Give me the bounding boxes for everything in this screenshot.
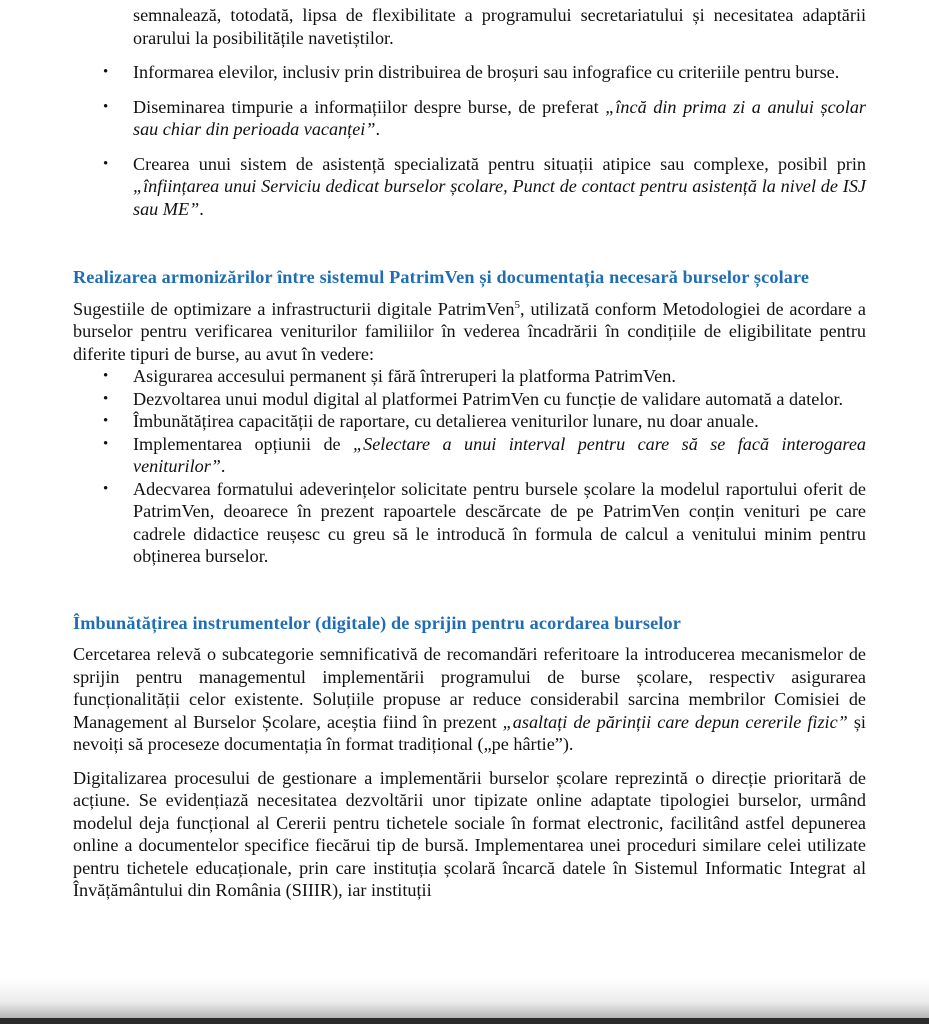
section-heading-patrimven: Realizarea armonizărilor între sistemul PatrimVen și documentația necesară burselor școlare (73, 267, 810, 287)
list-item (73, 478, 866, 568)
list-item-text: Diseminarea timpurie a informațiilor despre burse, de preferat (133, 96, 606, 117)
patrimven-suggestions-list (73, 365, 866, 568)
document-content (73, 4, 866, 902)
list-item-text: Implementarea opțiunii de (133, 433, 354, 454)
quote-text: „încă din prima zi a anului școlar sau chiar din perioada vacanței” (133, 96, 866, 139)
list-item-text: Dezvoltarea unui modul digital al platformei PatrimVen cu funcție de validare automată a datelor. (133, 388, 844, 409)
bullet-icon: • (103, 435, 109, 452)
list-item (73, 365, 866, 388)
paragraph-text-end: și nevoiți să proceseze documentația în format tradițional („pe hârtie”). (73, 711, 866, 754)
bullet-icon: • (103, 98, 109, 115)
section-heading-digital-tools: Îmbunătățirea instrumentelor (digitale) de sprijin pentru acordarea burselor (73, 612, 682, 633)
paragraph-text: Sugestiile de optimizare a infrastructurii digitale PatrimVen (73, 298, 515, 319)
recommendations-list (73, 61, 866, 220)
paragraph-text-end: , utilizată conform Metodologiei de acordare a burselor pentru verificarea veniturilor familiilor în vederea încadrării în condițiile de eligibilitate pentru diferite tipuri de burse, au avut în vedere: (73, 298, 866, 364)
list-item-text-end: . (375, 119, 381, 139)
intro-continuation: semnalează, totodată, lipsa de flexibilitate a programului secretariatului și necesitatea adaptării orarului la posibilitățile navetiștilor. (133, 5, 866, 48)
bullet-icon: • (103, 368, 109, 384)
list-item-text: Adecvarea formatului adeverințelor solicitate pentru bursele școlare la modelul raportului oferit de PatrimVen, deoarece în prezent rapoartele descărcate de pe PatrimVen conțin venituri pe care cadrele didactice reușesc cu greu să le introducă în formula de calcul a venitului minim pentru obținerea burselor. (133, 478, 866, 566)
list-item (73, 410, 866, 433)
list-item (73, 61, 866, 84)
quote-text: „asaltați de părinții care depun cererile fizic” (502, 711, 848, 732)
bullet-icon: • (103, 64, 109, 80)
section2-paragraph-2: Digitalizarea procesului de gestionare a implementării burselor școlare reprezintă o direcție prioritară de acțiune. Se evidențiază necesitatea dezvoltării unor tipizate online adaptate tipologiei burselor, urmând modelul deja funcțional al Cererii pentru tichetele sociale în format electronic, facilitând astfel depunerea online a documentelor specifice fiecărui tip de bursă. Implementarea unei proceduri similare celei utilizate pentru tichetele educaționale, prin care instituția școlară încarcă datele în Sistemul Informatic Integrat al Învățământului din România (SIIIR), iar instituții (73, 767, 866, 900)
footnote-reference[interactable]: 5 (514, 298, 520, 311)
list-item-text-end: . (199, 198, 204, 219)
list-item (73, 153, 866, 221)
bullet-icon: • (103, 480, 109, 497)
section1-paragraph (73, 298, 866, 366)
quote-text: „Selectare a unui interval pentru care să se facă interogarea veniturilor” (133, 433, 866, 476)
list-item-text-end: . (220, 456, 226, 476)
list-item-text: Asigurarea accesului permanent și fără întreruperi la platforma PatrimVen. (133, 366, 676, 386)
list-item (73, 388, 866, 411)
section2-paragraph-1 (73, 643, 866, 756)
bullet-icon: • (103, 390, 109, 407)
list-item-text: Informarea elevilor, inclusiv prin distribuirea de broșuri sau infografice cu criteriile pentru burse. (133, 62, 840, 82)
viewer-bottom-bar (0, 1018, 929, 1024)
bullet-icon: • (103, 155, 109, 172)
list-item (73, 96, 866, 141)
bullet-icon: • (103, 413, 109, 429)
paragraph-text: Cercetarea relevă o subcategorie semnificativă de recomandări referitoare la introducerea mecanismelor de sprijin pentru managementul implementării programului de burse școlare, respectiv asigurarea funcționalității celor existente. Soluțiile propuse ar reduce considerabil sarcina membrilor Comisiei de Management al Burselor Școlare, aceștia fiind în prezent (73, 644, 866, 732)
list-item-text: Îmbunătățirea capacității de raportare, cu detalierea veniturilor lunare, nu doar anuale. (133, 411, 759, 431)
list-item (73, 433, 866, 478)
list-item-text: Crearea unui sistem de asistență specializată pentru situații atipice sau complexe, posibil prin (133, 153, 866, 174)
quote-text: „înființarea unui Serviciu dedicat burselor școlare, Punct de contact pentru asistență la nivel de ISJ sau ME” (133, 176, 866, 219)
